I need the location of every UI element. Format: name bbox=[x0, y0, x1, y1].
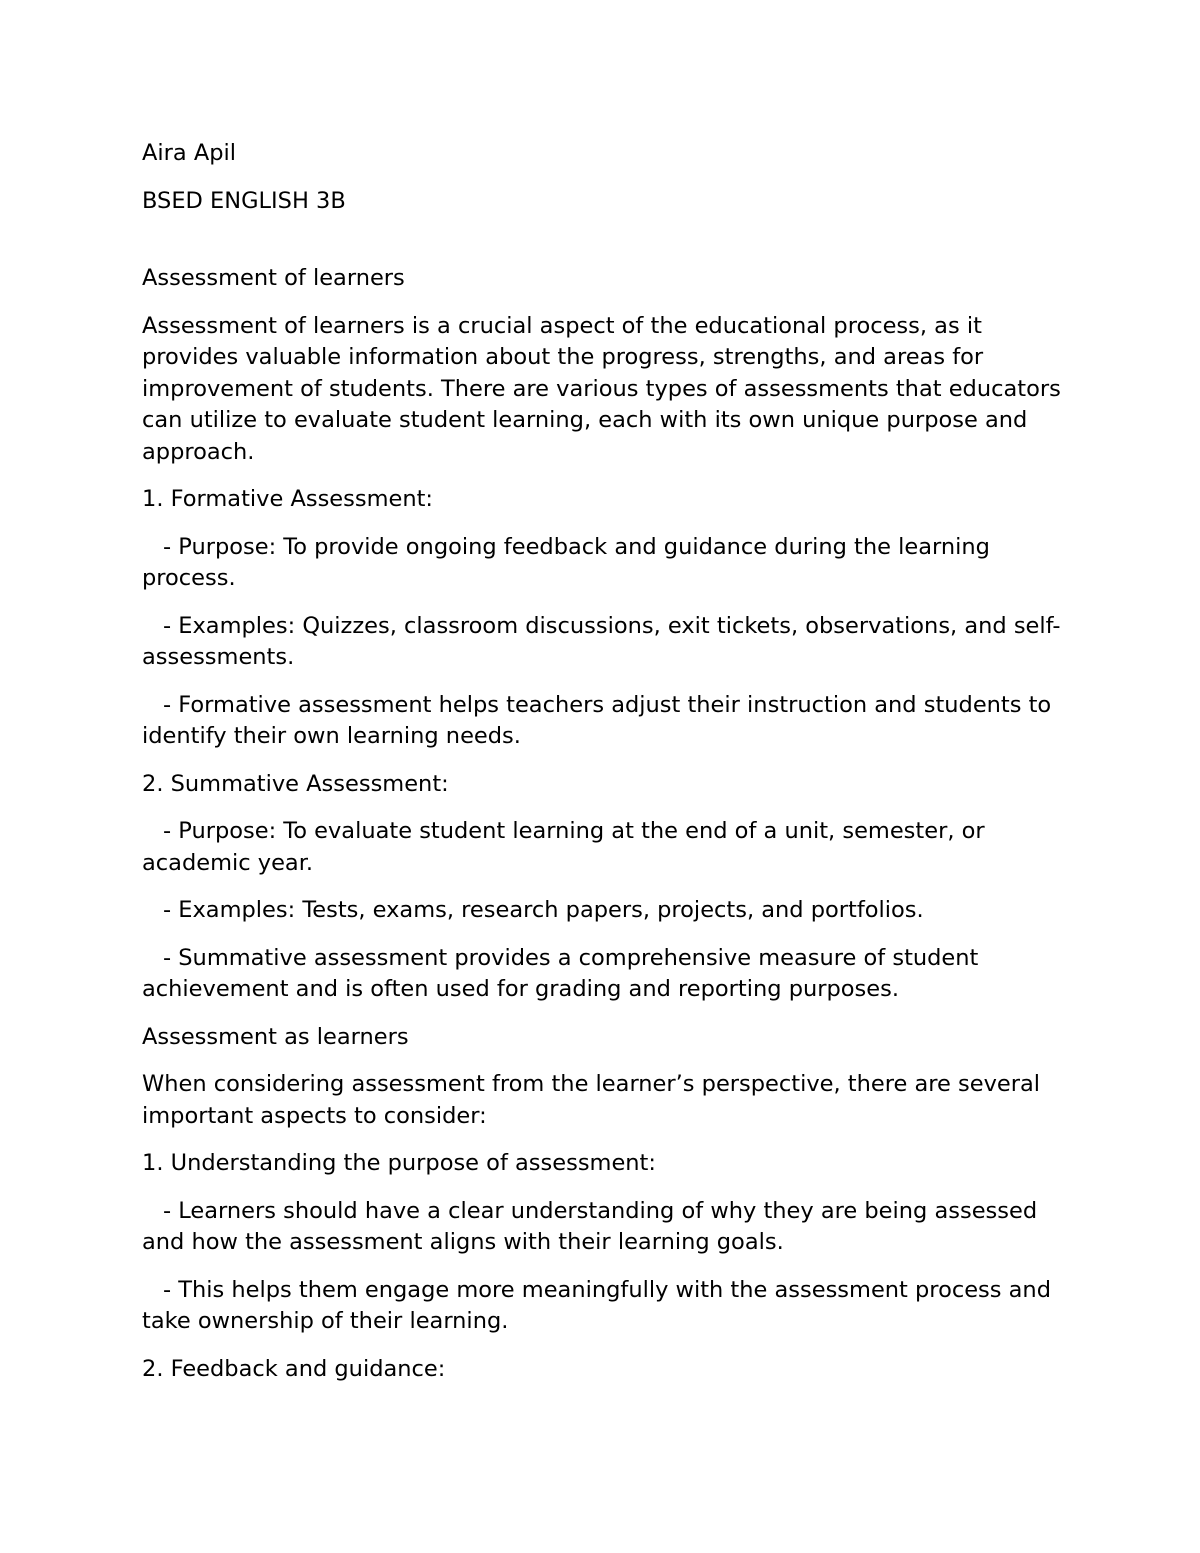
list-bullet: - Examples: Tests, exams, research papers, projects, and portfolios. bbox=[163, 897, 924, 923]
list-item-title: 1. Formative Assessment: bbox=[142, 486, 434, 512]
course-line: BSED ENGLISH 3B bbox=[142, 187, 346, 214]
list-item-title: 1. Understanding the purpose of assessment: bbox=[142, 1150, 656, 1176]
list-bullet: - Learners should have a clear understanding of why they are being assessed and how the assessment aligns with their learning goals. bbox=[142, 1197, 1038, 1255]
author-name: Aira Apil bbox=[142, 140, 237, 166]
section-intro-paragraph: When considering assessment from the learner’s perspective, there are several important aspects to consider: bbox=[142, 1071, 1041, 1129]
list-bullet: - Examples: Quizzes, classroom discussions, exit tickets, observations, and self-assessments. bbox=[142, 612, 1061, 670]
list-bullet: - Purpose: To provide ongoing feedback and guidance during the learning process. bbox=[142, 533, 990, 591]
list-item-title: 2. Feedback and guidance: bbox=[142, 1355, 446, 1382]
list-bullet: - Summative assessment provides a comprehensive measure of student achievement and is often used for grading and reporting purposes. bbox=[142, 944, 979, 1002]
list-item-title: 2. Summative Assessment: bbox=[142, 770, 449, 797]
list-bullet: - Formative assessment helps teachers adjust their instruction and students to identify their own learning needs. bbox=[142, 691, 1052, 749]
list-bullet: - This helps them engage more meaningfully with the assessment process and take ownership of their learning. bbox=[142, 1276, 1051, 1334]
section-intro-paragraph: Assessment of learners is a crucial aspect of the educational process, as it provides valuable information about the progress, strengths, and areas for improvement of students. There are various types of assessments that educators can utilize to evaluate student learning, each with its own unique purpose and approach. bbox=[142, 312, 1061, 465]
document-body bbox=[142, 138, 1062, 1401]
section-heading-assessment-of-learners: Assessment of learners bbox=[142, 265, 405, 291]
section-heading-assessment-as-learners: Assessment as learners bbox=[142, 1023, 409, 1050]
list-bullet: - Purpose: To evaluate student learning at the end of a unit, semester, or academic year. bbox=[142, 818, 985, 876]
